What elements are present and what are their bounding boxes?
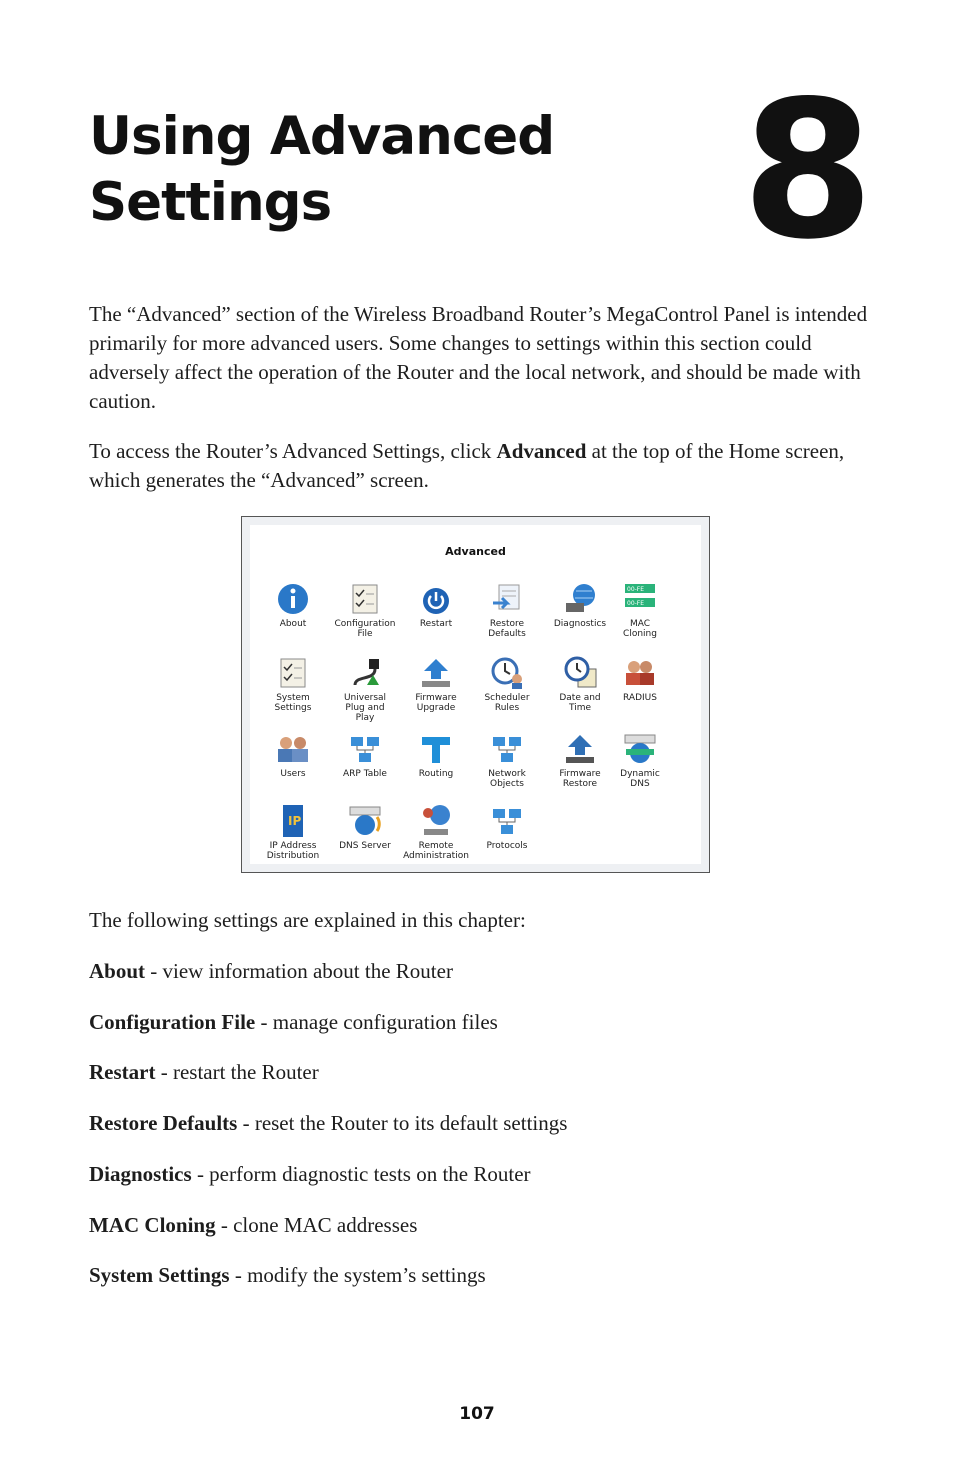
setting-description: - modify the system’s settings — [229, 1263, 486, 1287]
advanced-item-label: Firmware Upgrade — [415, 693, 457, 713]
intro-paragraph-2 — [89, 437, 869, 495]
advanced-item-label: Dynamic DNS — [620, 769, 660, 789]
setting-term: Restart — [89, 1060, 156, 1084]
intro-paragraph-1: The “Advanced” section of the Wireless Broadband Router’s MegaControl Panel is intended primarily for more advanced users. Some changes to settings within this section could adversely affect the operation of the Router and the local network, and should be made with caution. — [89, 302, 868, 413]
setting-term: System Settings — [89, 1263, 230, 1287]
setting-system-settings — [89, 1261, 869, 1290]
network-computers-icon — [347, 731, 383, 767]
remote-admin-icon — [418, 803, 454, 839]
advanced-item-users[interactable] — [252, 731, 334, 779]
dns-server-icon — [347, 803, 383, 839]
advanced-item-label: Routing — [418, 769, 454, 779]
advanced-item-about[interactable] — [252, 581, 334, 629]
advanced-item-arp-table[interactable] — [324, 731, 406, 779]
advanced-item-label: About — [279, 619, 307, 629]
protocols-icon — [489, 803, 525, 839]
checklist-icon — [347, 581, 383, 617]
advanced-item-mac-cloning[interactable] — [599, 581, 681, 639]
advanced-item-label: Configuration File — [334, 619, 396, 639]
advanced-item-radius[interactable] — [599, 655, 681, 703]
advanced-item-label: Protocols — [486, 841, 528, 851]
setting-configuration-file — [89, 1008, 869, 1037]
advanced-item-configuration-file[interactable] — [324, 581, 406, 639]
chapter-title-line-2: Settings — [89, 172, 332, 233]
setting-restart — [89, 1058, 869, 1087]
plug-icon — [347, 655, 383, 691]
dynamic-dns-icon — [622, 731, 658, 767]
advanced-item-label: ARP Table — [343, 769, 387, 779]
advanced-item-label: Firmware Restore — [559, 769, 601, 789]
globe-router-icon — [562, 581, 598, 617]
advanced-item-label: MAC Cloning — [623, 619, 657, 639]
setting-description: - view information about the Router — [145, 959, 453, 983]
advanced-item-system-settings[interactable] — [252, 655, 334, 713]
svg-text:00-FE: 00-FE — [627, 600, 645, 607]
calendar-clock-icon — [562, 655, 598, 691]
advanced-item-label: System Settings — [274, 693, 312, 713]
advanced-panel-title: Advanced — [445, 545, 506, 558]
setting-description: - clone MAC addresses — [215, 1213, 418, 1237]
advanced-item-dns-server[interactable] — [324, 803, 406, 851]
power-icon — [418, 581, 454, 617]
advanced-item-label: IP Address Distribution — [266, 841, 320, 861]
ip-distribution-icon — [275, 803, 311, 839]
svg-text:IP: IP — [288, 814, 302, 828]
advanced-item-scheduler-rules[interactable] — [466, 655, 548, 713]
setting-description: - restart the Router — [155, 1060, 319, 1084]
setting-description: - manage configuration files — [255, 1010, 498, 1034]
network-objects-icon — [489, 731, 525, 767]
setting-term: Restore Defaults — [89, 1111, 238, 1135]
setting-diagnostics — [89, 1160, 869, 1189]
chapter-title — [89, 104, 649, 236]
clock-users-icon — [489, 655, 525, 691]
info-icon — [275, 581, 311, 617]
advanced-keyword: Advanced — [496, 439, 587, 463]
advanced-item-label: Scheduler Rules — [484, 693, 530, 713]
intro-paragraph-2-start: To access the Router’s Advanced Settings, click — [89, 439, 497, 463]
setting-description: - reset the Router to its default settings — [237, 1111, 568, 1135]
svg-text:00-FE: 00-FE — [627, 586, 645, 593]
setting-restore-defaults — [89, 1109, 869, 1138]
setting-about — [89, 957, 869, 986]
advanced-item-label: RADIUS — [623, 693, 657, 703]
advanced-item-label: Users — [280, 769, 306, 779]
settings-checklist-icon — [275, 655, 311, 691]
setting-mac-cloning — [89, 1211, 869, 1240]
chapter-title-line-1: Using Advanced — [89, 106, 555, 167]
advanced-item-dynamic-dns[interactable] — [599, 731, 681, 789]
setting-term: About — [89, 959, 146, 983]
routing-icon — [418, 731, 454, 767]
advanced-item-label: Remote Administration — [403, 841, 469, 861]
advanced-item-protocols[interactable] — [466, 803, 548, 851]
settings-intro: The following settings are explained in this chapter: — [89, 908, 526, 932]
setting-term: Diagnostics — [89, 1162, 192, 1186]
setting-term: Configuration File — [89, 1010, 256, 1034]
advanced-item-network-objects[interactable] — [466, 731, 548, 789]
advanced-item-firmware-upgrade[interactable] — [395, 655, 477, 713]
mac-address-icon — [622, 581, 658, 617]
radius-users-icon — [622, 655, 658, 691]
advanced-item-label: Diagnostics — [553, 619, 607, 629]
advanced-item-remote-administration[interactable] — [395, 803, 477, 861]
chapter-number: 8 — [741, 60, 870, 281]
advanced-item-label: Network Objects — [488, 769, 526, 789]
intro-paragraph-2-end: at the top of the Home screen, which generates the “Advanced” screen. — [89, 439, 845, 492]
advanced-item-ip-address-distribution[interactable] — [252, 803, 334, 861]
advanced-item-universal-plug-and-play[interactable] — [324, 655, 406, 723]
restore-icon — [489, 581, 525, 617]
advanced-screen-screenshot — [241, 516, 710, 873]
users-icon — [275, 731, 311, 767]
advanced-item-label: DNS Server — [339, 841, 391, 851]
advanced-item-label: Universal Plug and Play — [343, 693, 387, 723]
advanced-item-label: Restart — [419, 619, 453, 629]
setting-description: - perform diagnostic tests on the Router — [191, 1162, 531, 1186]
firmware-restore-icon — [562, 731, 598, 767]
firmware-up-icon — [418, 655, 454, 691]
advanced-item-restart[interactable] — [395, 581, 477, 629]
advanced-item-label: Date and Time — [559, 693, 601, 713]
page-number: 107 — [459, 1404, 495, 1424]
advanced-panel — [250, 525, 701, 864]
advanced-item-routing[interactable] — [395, 731, 477, 779]
advanced-item-restore-defaults[interactable] — [466, 581, 548, 639]
advanced-item-label: Restore Defaults — [488, 619, 526, 639]
setting-term: MAC Cloning — [89, 1213, 216, 1237]
